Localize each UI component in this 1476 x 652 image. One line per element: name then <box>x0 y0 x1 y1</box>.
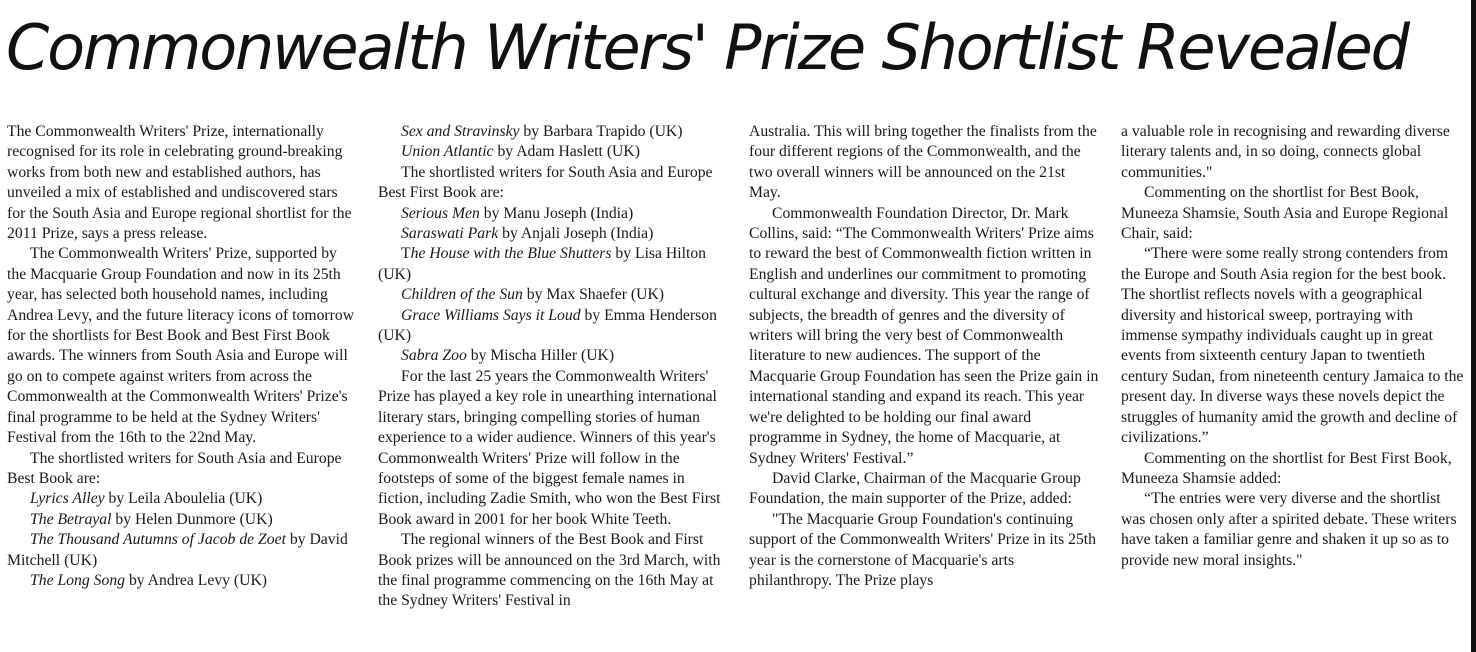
paragraph: The Commonwealth Writers' Prize, internationally recognised for its role in celebrating ground-breaking works from both new and established authors, has unveiled a mix of established and undiscovered stars for the South Asia and Europe regional shortlist for the 2011 Prize, says a press release. <box>7 123 352 243</box>
article-column-4 <box>1121 122 1467 652</box>
book-title: Grace Williams Says it Loud <box>401 306 581 324</box>
paragraph: The Commonwealth Writers' Prize, supported by the Macquarie Group Foundation and now in its 25th year, has selected both household names, including Andrea Levy, and the future literacy icons of tomorrow for the shortlists for Best Book and Best First Book awards. The winners from South Asia and Europe will go on to compete against writers from across the Commonwealth at the Commonwealth Writers' Prize's final programme to be held at the Sydney Writers' Festival from the 16th to the 22nd May. <box>7 245 355 447</box>
list-item <box>7 489 357 509</box>
book-author: by Adam Haslett (UK) <box>493 143 640 161</box>
book-author: by Leila Aboulelia (UK) <box>104 490 263 508</box>
list-item <box>378 122 726 142</box>
book-title: The Long Song <box>30 571 126 589</box>
article-column-2 <box>378 122 726 652</box>
book-title: Union Atlantic <box>401 143 494 161</box>
book-title: he House with the Blue Shutters <box>410 245 612 263</box>
book-author: by Mischa Hiller (UK) <box>466 347 615 365</box>
paragraph: David Clarke, Chairman of the Macquarie Group Foundation, the main supporter of the Prize, added: <box>749 469 1081 508</box>
paragraph: For the last 25 years the Commonwealth Writers' Prize has played a key role in unearthing international literary stars, bringing compelling stories of human experience to a wider audience. Winners of this year's Commonwealth Writers' Prize will follow in the footsteps of some of the biggest female names in fiction, including Zadie Smith, who won the Best First Book award in 2001 for her book White Teeth. <box>378 367 721 528</box>
book-author: by Anjali Joseph (India) <box>498 225 654 243</box>
headline: Commonwealth Writers' Prize Shortlist Revealed <box>6 11 1408 84</box>
paragraph: a valuable role in recognising and rewarding diverse literary talents and, in so doing, connects global communities." <box>1121 123 1450 181</box>
paragraph: “The entries were very diverse and the shortlist was chosen only after a spirited debate. These writers have taken a familiar genre and shaken it up so as to provide new moral insights." <box>1121 490 1457 569</box>
paragraph: Commenting on the shortlist for Best First Book, Muneeza Shamsie added: <box>1121 449 1452 487</box>
list-item <box>378 306 726 347</box>
book-title: Sabra Zoo <box>401 347 467 365</box>
book-author: by Barbara Trapido (UK) <box>519 123 683 140</box>
page-edge-rule <box>1471 0 1476 652</box>
list-item <box>7 510 357 530</box>
paragraph: The regional winners of the Best Book and First Book prizes will be announced on the 3rd March, with the final programme commencing on the 16th May at the Sydney Writers' Festival in <box>378 531 721 610</box>
book-title-initial: T <box>401 245 411 263</box>
paragraph: Australia. This will bring together the finalists from the four different regions of the Commonwealth, and the two overall winners will be announced on the 21st May. <box>749 123 1097 202</box>
list-item <box>378 204 726 224</box>
book-title: Sex and Stravinsky <box>401 123 520 140</box>
paragraph: “There were some really strong contenders from the Europe and South Asia region for the best book. The shortlist reflects novels with a geographical diversity and historical sweep, portraying with immense sympathy individuals caught up in great events from sixteenth century Japan to twentieth century Sudan, from nineteenth century Jamaica to the present day. In diverse ways these novels depict the struggles of humanity amid the growth and decline of civilizations.” <box>1121 245 1464 447</box>
paragraph: The shortlisted writers for South Asia and Europe Best First Book are: <box>378 163 713 202</box>
book-title: The Betrayal <box>30 510 112 528</box>
list-item <box>7 530 357 571</box>
book-author: by Lisa Hilton (UK) <box>378 245 707 283</box>
book-author: by Max Shaefer (UK) <box>522 286 665 304</box>
article-column-3 <box>749 122 1099 652</box>
book-title: Serious Men <box>401 204 480 222</box>
list-item <box>378 346 726 366</box>
paragraph: The shortlisted writers for South Asia and Europe Best Book are: <box>7 449 342 487</box>
book-author: by Andrea Levy (UK) <box>125 571 268 589</box>
list-item <box>378 224 726 244</box>
paragraph: "The Macquarie Group Foundation's continuing support of the Commonwealth Writers' Prize in its 25th year is the cornerstone of Macquarie's arts philanthropy. The Prize plays <box>749 510 1096 589</box>
list-item <box>7 571 357 591</box>
list-item <box>378 285 726 305</box>
book-author: by David Mitchell (UK) <box>7 531 348 569</box>
list-item <box>378 244 726 285</box>
paragraph: Commonwealth Foundation Director, Dr. Mark Collins, said: “The Commonwealth Writers' Prize aims to reward the best of Commonwealth fiction written in English and underlines our commitment to promoting cultural exchange and diversity. This year the range of subjects, the breadth of genres and the diversity of writers will bring the very best of Commonwealth literature to new audiences. The support of the Macquarie Group Foundation has seen the Prize gain in international standing and expand its reach. This year we're delighted to be holding our final award programme in Sydney, the home of Macquarie, at Sydney Writers' Festival.” <box>749 204 1099 467</box>
book-author: by Emma Henderson (UK) <box>378 306 717 345</box>
book-title: Lyrics Alley <box>30 490 105 508</box>
book-author: by Manu Joseph (India) <box>479 204 634 222</box>
book-title: The Thousand Autumns of Jacob de Zoet <box>30 531 286 549</box>
article-column-1 <box>7 122 357 652</box>
book-title: Children of the Sun <box>401 286 523 304</box>
book-author: by Helen Dunmore (UK) <box>111 510 273 528</box>
list-item <box>378 142 726 162</box>
book-title: Saraswati Park <box>401 225 499 243</box>
paragraph: Commenting on the shortlist for Best Book, Muneeza Shamsie, South Asia and Europe Regional Chair, said: <box>1121 184 1449 243</box>
